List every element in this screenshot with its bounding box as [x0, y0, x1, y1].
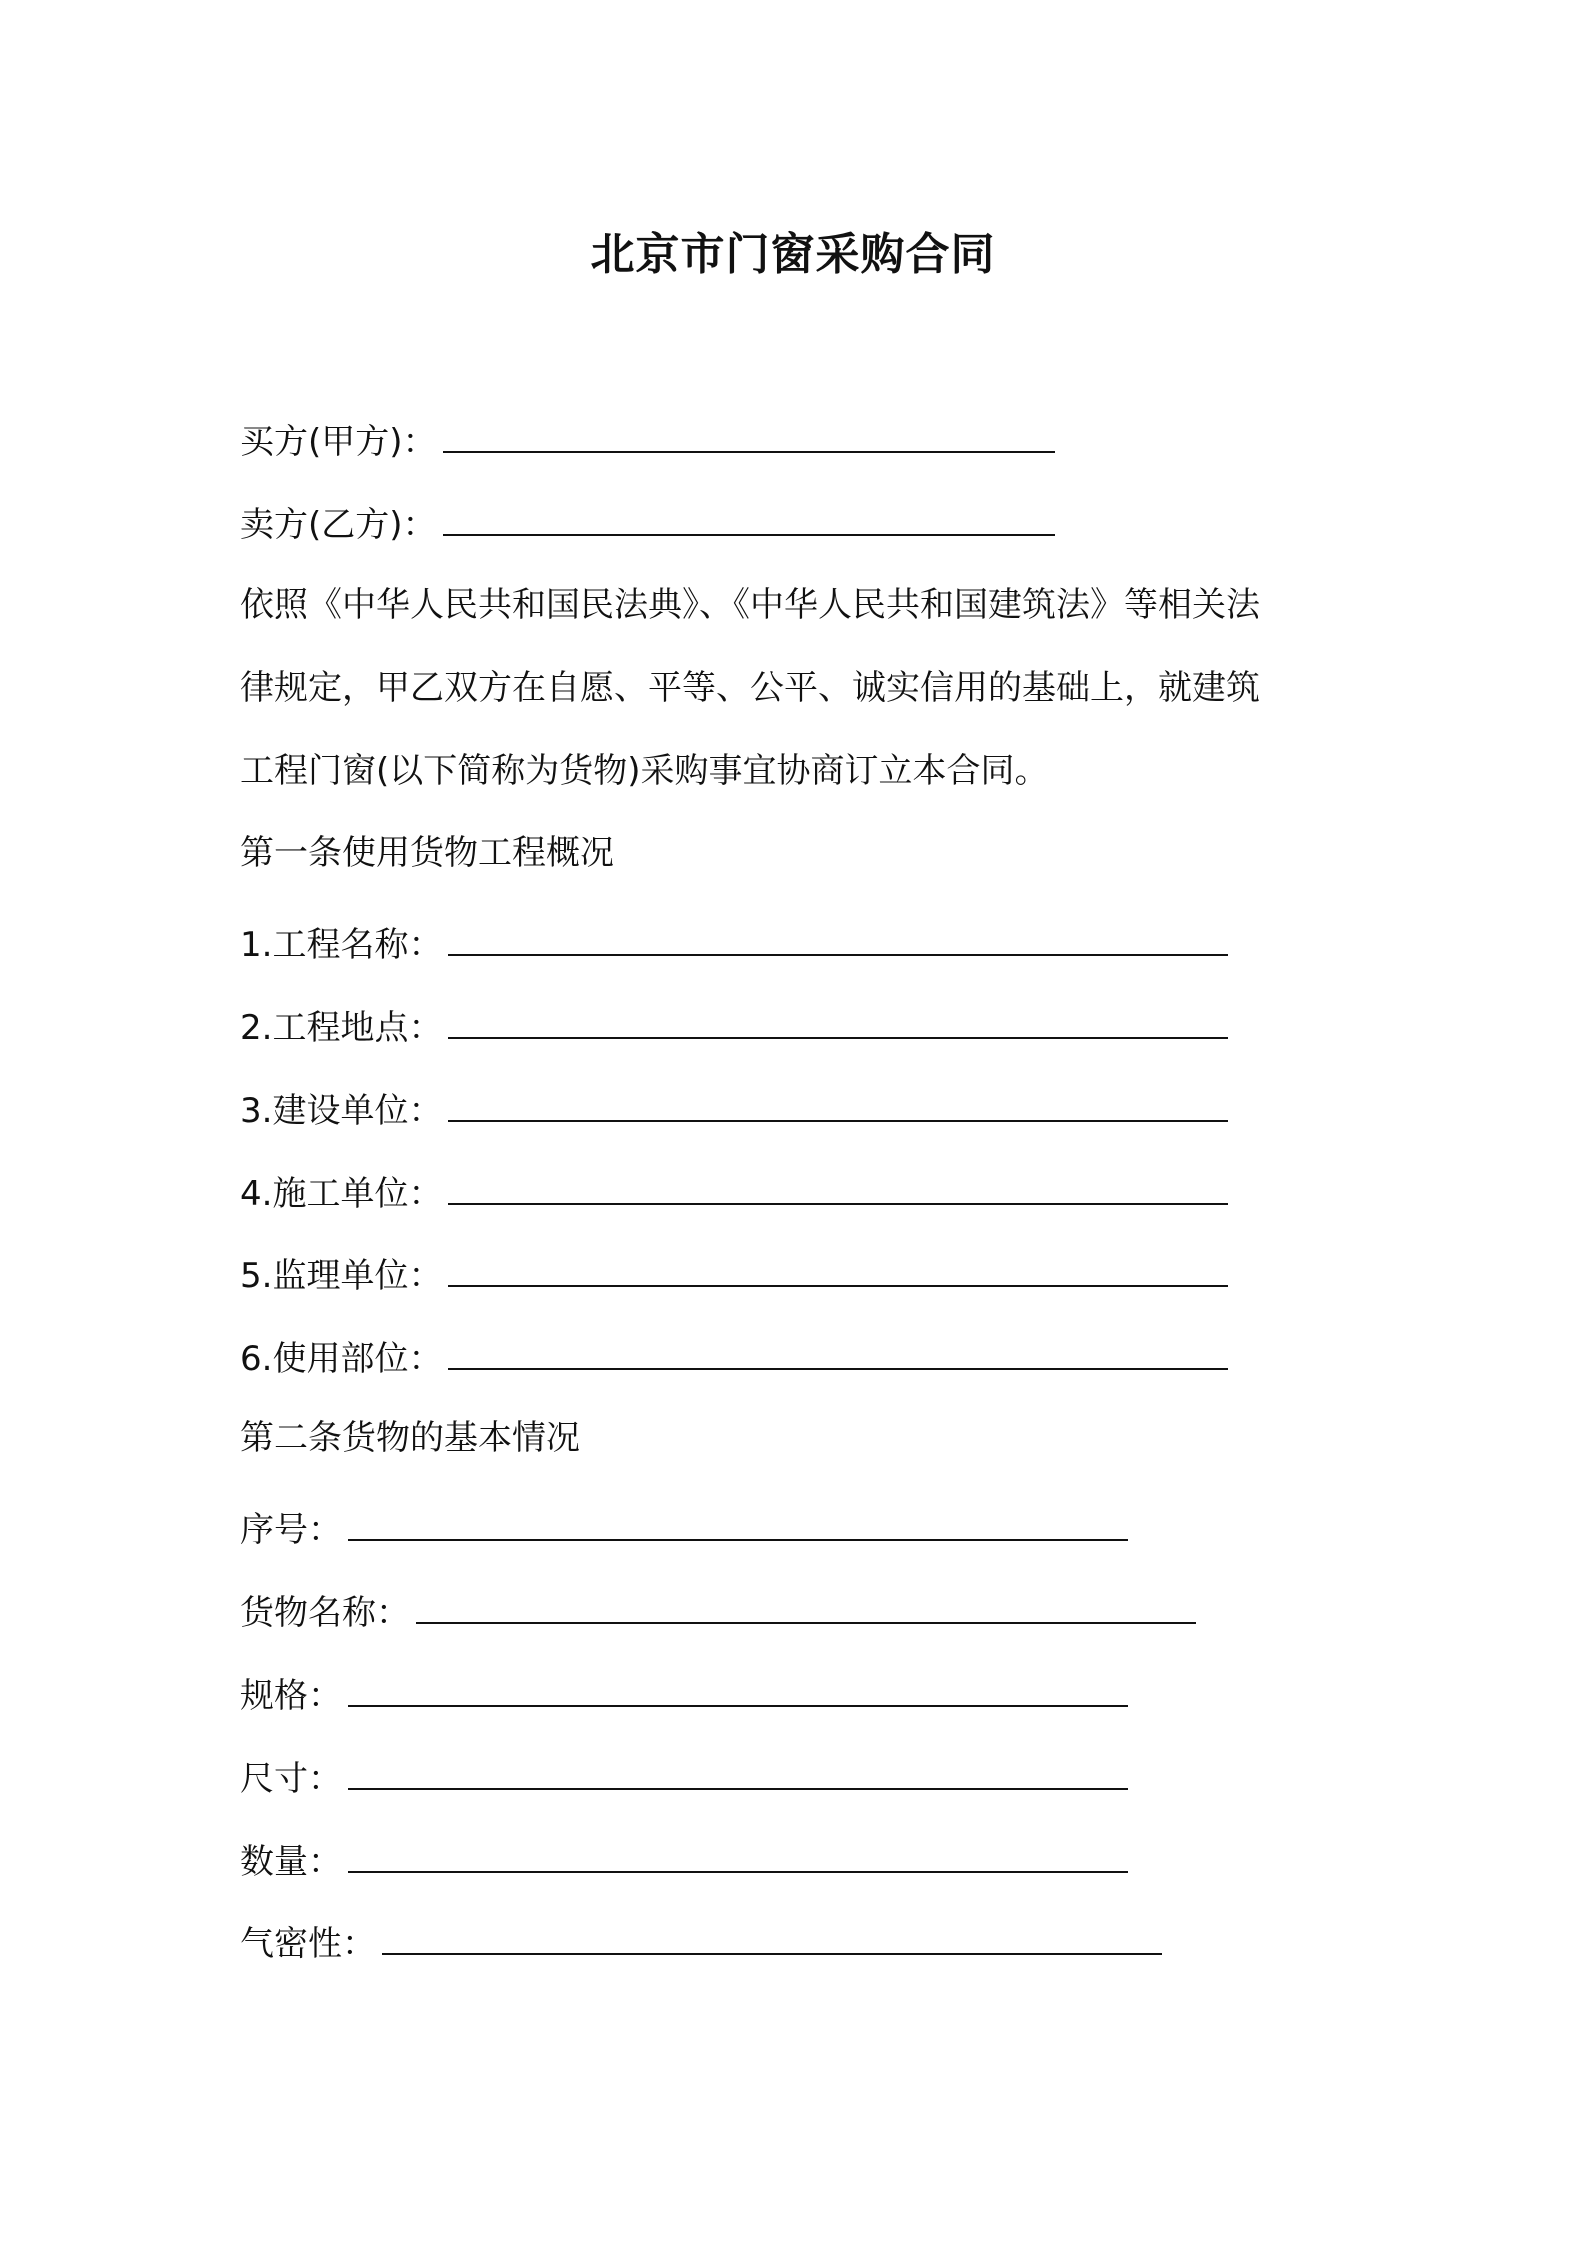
section1-item	[240, 925, 1228, 965]
dimension-label: 尺寸：	[240, 1759, 342, 1799]
serial-number-label: 序号：	[240, 1510, 342, 1550]
airtightness-blank	[382, 1925, 1162, 1955]
contractor-unit-blank	[448, 1175, 1228, 1205]
buyer-blank	[443, 423, 1055, 453]
section1-item	[240, 1339, 1228, 1379]
intro-line-2: 律规定，甲乙双方在自愿、平等、公平、诚实信用的基础上，就建筑	[240, 668, 1260, 708]
section2-item	[240, 1924, 1162, 1964]
usage-location-label: 6.使用部位：	[240, 1339, 443, 1379]
section1-item	[240, 1256, 1228, 1296]
supervision-unit-label: 5.监理单位：	[240, 1256, 443, 1296]
dimension-blank	[348, 1760, 1128, 1790]
construction-unit-blank	[448, 1092, 1228, 1122]
project-name-blank	[448, 926, 1228, 956]
section2-item	[240, 1676, 1128, 1716]
goods-name-blank	[416, 1594, 1196, 1624]
section2-heading: 第二条货物的基本情况	[240, 1418, 580, 1458]
section2-item	[240, 1593, 1196, 1633]
section1-item	[240, 1174, 1228, 1214]
seller-blank	[443, 506, 1055, 536]
seller-label: 卖方(乙方)：	[240, 505, 437, 545]
intro-line-3: 工程门窗(以下简称为货物)采购事宜协商订立本合同。	[240, 751, 1049, 791]
document-title: 北京市门窗采购合同	[590, 229, 996, 280]
serial-number-blank	[348, 1511, 1128, 1541]
project-location-blank	[448, 1009, 1228, 1039]
project-location-label: 2.工程地点：	[240, 1008, 443, 1048]
seller-line	[240, 505, 1055, 545]
supervision-unit-blank	[448, 1257, 1228, 1287]
specification-blank	[348, 1677, 1128, 1707]
section2-item	[240, 1759, 1128, 1799]
buyer-label: 买方(甲方)：	[240, 422, 437, 462]
airtightness-label: 气密性：	[240, 1924, 376, 1964]
usage-location-blank	[448, 1340, 1228, 1370]
construction-unit-label: 3.建设单位：	[240, 1091, 443, 1131]
section2-item	[240, 1842, 1128, 1882]
quantity-label: 数量：	[240, 1842, 342, 1882]
goods-name-label: 货物名称：	[240, 1593, 410, 1633]
section1-item	[240, 1091, 1228, 1131]
section1-item	[240, 1008, 1228, 1048]
contractor-unit-label: 4.施工单位：	[240, 1174, 443, 1214]
specification-label: 规格：	[240, 1676, 342, 1716]
section2-item	[240, 1510, 1128, 1550]
section1-heading: 第一条使用货物工程概况	[240, 833, 614, 873]
quantity-blank	[348, 1843, 1128, 1873]
intro-line-1: 依照《中华人民共和国民法典》、《中华人民共和国建筑法》等相关法	[240, 585, 1260, 625]
project-name-label: 1.工程名称：	[240, 925, 443, 965]
buyer-line	[240, 422, 1055, 462]
